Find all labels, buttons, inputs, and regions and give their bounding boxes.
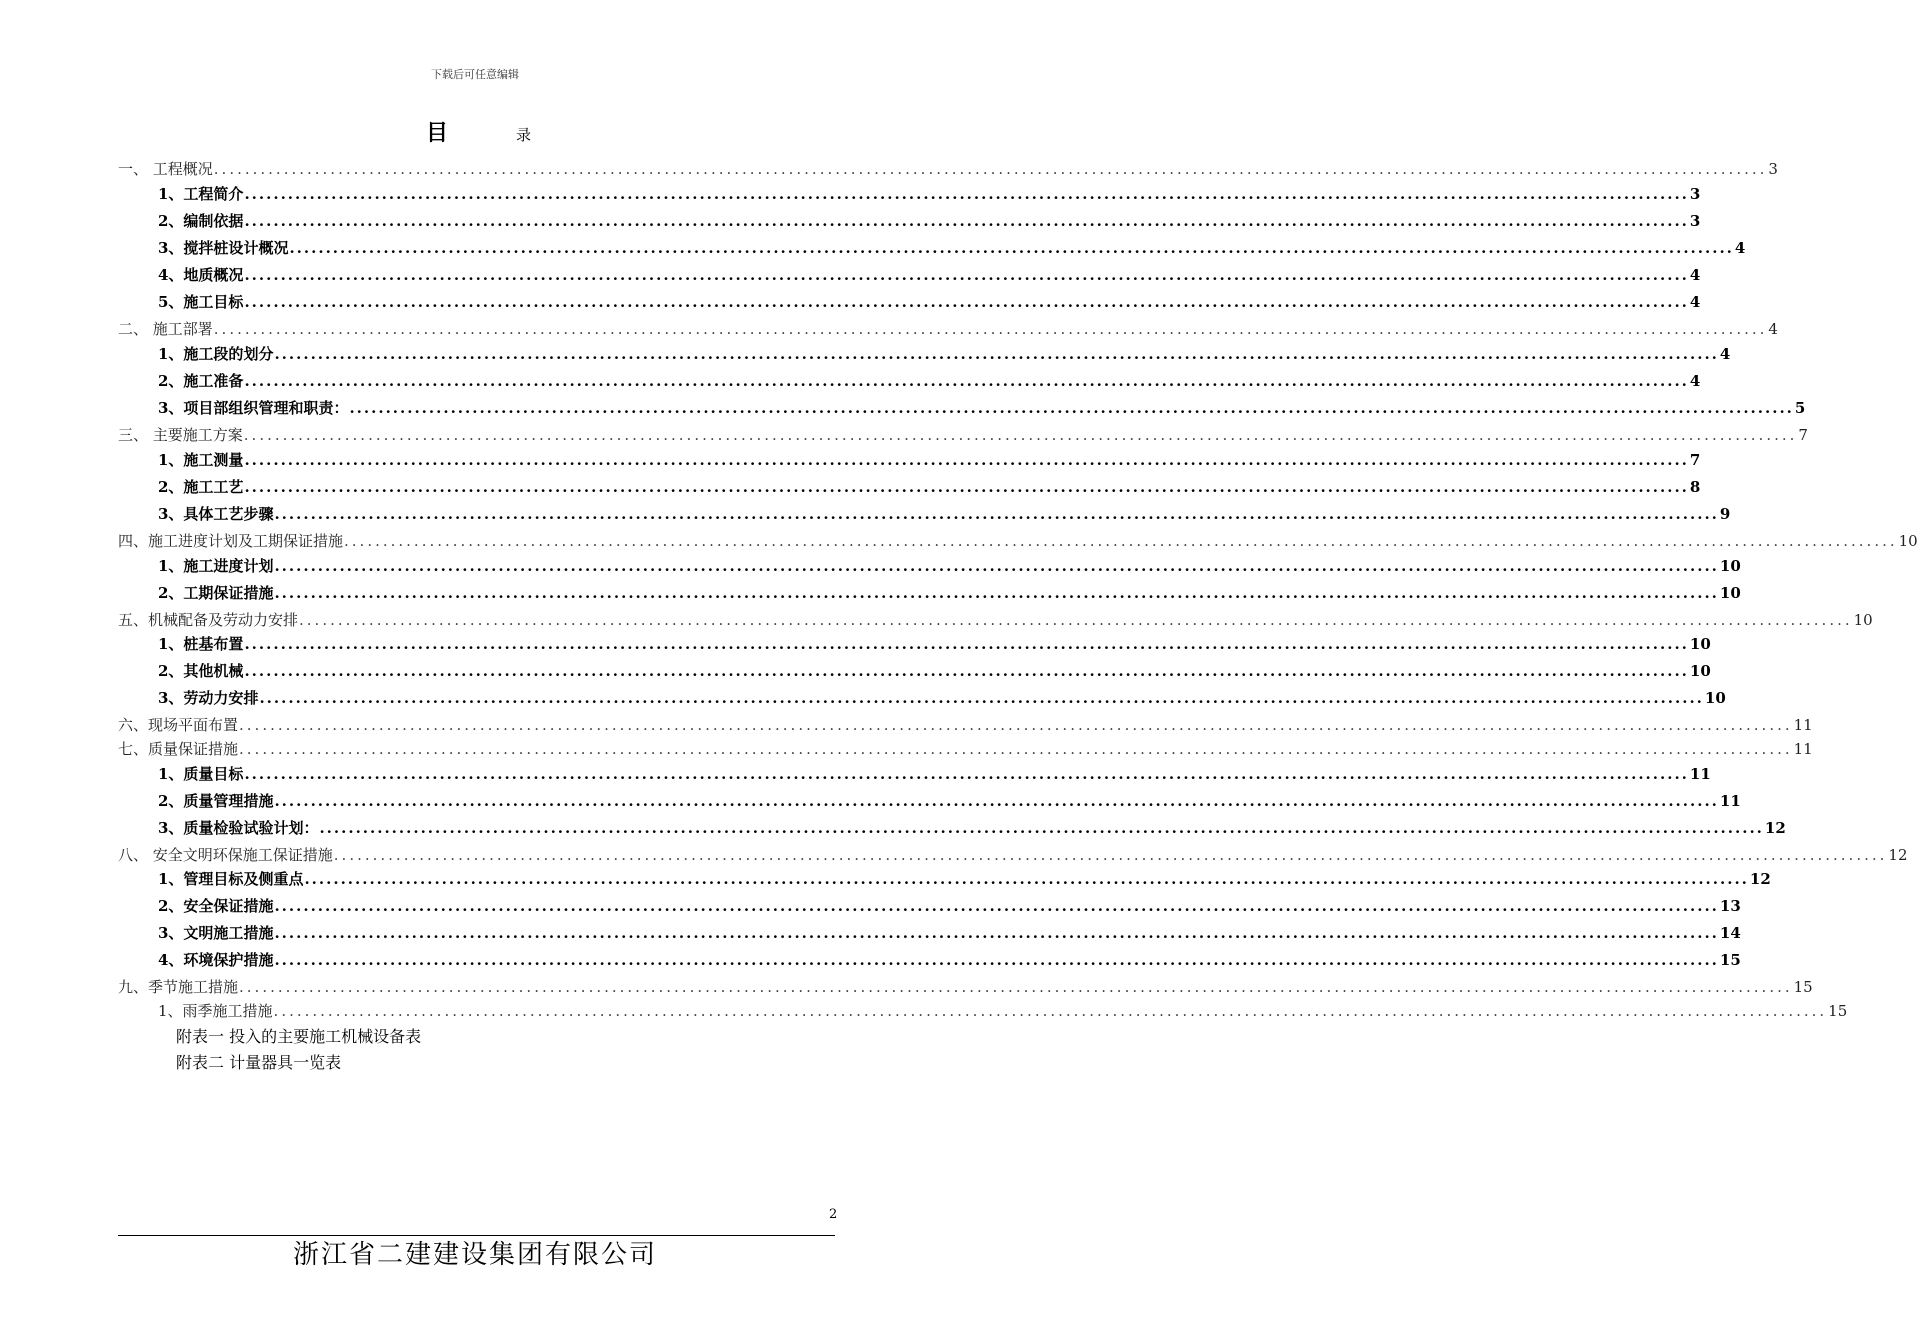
- toc-entry[interactable]: [158, 343, 1731, 364]
- toc-entry[interactable]: [158, 687, 1726, 708]
- toc-title-sub: 录: [516, 126, 532, 144]
- toc-entry[interactable]: [118, 318, 1778, 339]
- toc-entry-page: 15: [1793, 978, 1813, 996]
- toc-entry-label: 1、施工进度计划: [158, 557, 274, 575]
- toc-entry[interactable]: [158, 291, 1701, 312]
- toc-entry-label: 3、搅拌桩设计概况: [158, 239, 289, 257]
- toc-entry[interactable]: [158, 949, 1741, 970]
- toc-entry-page: 4: [1689, 266, 1701, 284]
- toc-entry-page: 5: [1794, 399, 1806, 417]
- toc-entry-page: 3: [1689, 185, 1701, 203]
- toc-leader-dots: ........................................................................................................................................................................................................: [274, 924, 1719, 942]
- toc-entry-page: 13: [1719, 897, 1741, 915]
- toc-entry[interactable]: [118, 424, 1808, 445]
- toc-entry-label: 1、管理目标及侧重点: [158, 870, 304, 888]
- toc-title: [0, 116, 950, 146]
- toc-entry[interactable]: [158, 660, 1711, 681]
- toc-entry-label: 2、编制依据: [158, 212, 244, 230]
- toc-entry-page: 7: [1689, 451, 1701, 469]
- toc-entry-label: 3、劳动力安排: [158, 689, 259, 707]
- toc-leader-dots: ........................................................................................................................................................................................................: [274, 897, 1719, 915]
- toc-entry-label: 九、季节施工措施: [118, 978, 239, 996]
- toc-entry-page: 11: [1793, 716, 1813, 734]
- header-note: 下载后可任意编辑: [431, 68, 519, 81]
- toc-entry[interactable]: [158, 370, 1701, 391]
- toc-entry[interactable]: [158, 763, 1711, 784]
- toc-entry-page: 10: [1689, 662, 1711, 680]
- toc-entry-page: 4: [1689, 293, 1701, 311]
- toc-leader-dots: ........................................................................................................................................................................................................: [213, 160, 1768, 178]
- toc-entry-label: 三、 主要施工方案: [118, 426, 243, 444]
- toc-entry-page: 4: [1734, 239, 1746, 257]
- toc-entry[interactable]: [118, 609, 1873, 630]
- footer-company: 浙江省二建建设集团有限公司: [292, 1240, 657, 1270]
- toc-leader-dots: ........................................................................................................................................................................................................: [304, 870, 1749, 888]
- toc-leader-dots: ........................................................................................................................................................................................................: [239, 716, 1793, 734]
- toc-entry-page: 15: [1719, 951, 1741, 969]
- toc-leader-dots: ........................................................................................................................................................................................................: [244, 185, 1689, 203]
- toc-leader-dots: ........................................................................................................................................................................................................: [274, 557, 1719, 575]
- toc-leader-dots: ........................................................................................................................................................................................................: [244, 372, 1689, 390]
- toc-entry-page: 10: [1719, 584, 1741, 602]
- toc-entry[interactable]: [158, 817, 1786, 838]
- toc-entry-label: 4、地质概况: [158, 266, 244, 284]
- toc-entry-page: 8: [1689, 478, 1701, 496]
- toc-leader-dots: ........................................................................................................................................................................................................: [344, 532, 1898, 550]
- toc-entry[interactable]: [158, 868, 1771, 889]
- toc-entry-label: 二、 施工部署: [118, 320, 213, 338]
- toc-entry-label: 1、雨季施工措施: [158, 1002, 273, 1020]
- toc-entry-label: 2、工期保证措施: [158, 584, 274, 602]
- toc-entry[interactable]: [158, 790, 1741, 811]
- toc-entry-label: 3、质量检验试验计划：: [158, 819, 319, 837]
- toc-entry-page: 11: [1689, 765, 1711, 783]
- toc-leader-dots: ........................................................................................................................................................................................................: [349, 399, 1794, 417]
- toc-leader-dots: ........................................................................................................................................................................................................: [259, 689, 1704, 707]
- toc-entry-page: 15: [1828, 1002, 1848, 1020]
- toc-entry[interactable]: [118, 714, 1813, 735]
- toc-entry[interactable]: [158, 503, 1731, 524]
- toc-entry[interactable]: [158, 476, 1701, 497]
- toc-entry[interactable]: [118, 530, 1918, 551]
- toc-entry-page: 10: [1853, 611, 1873, 629]
- toc-entry-page: 12: [1749, 870, 1771, 888]
- toc-leader-dots: ........................................................................................................................................................................................................: [274, 505, 1719, 523]
- toc-leader-dots: ........................................................................................................................................................................................................: [289, 239, 1734, 257]
- toc-entry-label: 2、其他机械: [158, 662, 244, 680]
- toc-entry-page: 11: [1793, 740, 1813, 758]
- toc-leader-dots: ........................................................................................................................................................................................................: [273, 1002, 1828, 1020]
- toc-entry[interactable]: [158, 555, 1741, 576]
- toc-leader-dots: ........................................................................................................................................................................................................: [274, 345, 1719, 363]
- toc-entry-label: 五、机械配备及劳动力安排: [118, 611, 299, 629]
- toc-entry-label: 四、施工进度计划及工期保证措施: [118, 532, 344, 550]
- toc-entry[interactable]: [158, 1000, 1848, 1021]
- toc-entry-page: 12: [1764, 819, 1786, 837]
- toc-leader-dots: ........................................................................................................................................................................................................: [319, 819, 1764, 837]
- toc-entry[interactable]: [118, 976, 1813, 997]
- toc-entry-label: 2、质量管理措施: [158, 792, 274, 810]
- toc-entry[interactable]: [118, 738, 1813, 759]
- toc-leader-dots: ........................................................................................................................................................................................................: [244, 478, 1689, 496]
- toc-entry-page: 11: [1719, 792, 1741, 810]
- toc-entry-page: 10: [1898, 532, 1918, 550]
- toc-leader-dots: ........................................................................................................................................................................................................: [244, 266, 1689, 284]
- toc-entry[interactable]: [118, 844, 1908, 865]
- toc-entry[interactable]: [118, 158, 1778, 179]
- toc-leader-dots: ........................................................................................................................................................................................................: [299, 611, 1853, 629]
- toc-leader-dots: ........................................................................................................................................................................................................: [274, 792, 1719, 810]
- toc-entry-label: 4、环境保护措施: [158, 951, 274, 969]
- toc-entry-page: 3: [1768, 160, 1778, 178]
- toc-leader-dots: ........................................................................................................................................................................................................: [274, 584, 1719, 602]
- toc-entry-label: 3、文明施工措施: [158, 924, 274, 942]
- toc-entry-label: 1、桩基布置: [158, 635, 244, 653]
- toc-entry-label: 3、具体工艺步骤: [158, 505, 274, 523]
- toc-entry-label: 2、安全保证措施: [158, 897, 274, 915]
- toc-entry-page: 12: [1888, 846, 1908, 864]
- toc-entry-label: 1、施工段的划分: [158, 345, 274, 363]
- toc-entry[interactable]: [158, 633, 1711, 654]
- toc-leader-dots: ........................................................................................................................................................................................................: [244, 293, 1689, 311]
- toc-leader-dots: ........................................................................................................................................................................................................: [244, 662, 1689, 680]
- toc-entry-label: 3、项目部组织管理和职责：: [158, 399, 349, 417]
- toc-leader-dots: ........................................................................................................................................................................................................: [213, 320, 1768, 338]
- toc-entry-page: 10: [1704, 689, 1726, 707]
- toc-entry-page: 9: [1719, 505, 1731, 523]
- appendix-item: 附表一 投入的主要施工机械设备表: [176, 1027, 422, 1046]
- toc-entry-page: 7: [1798, 426, 1808, 444]
- toc-leader-dots: ........................................................................................................................................................................................................: [333, 846, 1888, 864]
- toc-leader-dots: ........................................................................................................................................................................................................: [244, 765, 1689, 783]
- toc-entry-page: 10: [1689, 635, 1711, 653]
- toc-entry[interactable]: [158, 397, 1806, 418]
- toc-leader-dots: ........................................................................................................................................................................................................: [274, 951, 1719, 969]
- toc-entry-label: 1、工程简介: [158, 185, 244, 203]
- toc-leader-dots: ........................................................................................................................................................................................................: [243, 426, 1798, 444]
- toc-entry[interactable]: [158, 449, 1701, 470]
- toc-leader-dots: ........................................................................................................................................................................................................: [244, 212, 1689, 230]
- toc-entry-label: 六、现场平面布置: [118, 716, 239, 734]
- appendix-item: 附表二 计量器具一览表: [176, 1053, 342, 1072]
- toc-entry-page: 4: [1768, 320, 1778, 338]
- toc-leader-dots: ........................................................................................................................................................................................................: [244, 451, 1689, 469]
- toc-entry[interactable]: [158, 237, 1746, 258]
- toc-entry-page: 10: [1719, 557, 1741, 575]
- toc-entry[interactable]: [158, 582, 1741, 603]
- toc-entry[interactable]: [158, 264, 1701, 285]
- toc-entry-label: 八、 安全文明环保施工保证措施: [118, 846, 333, 864]
- toc-entry-label: 一、 工程概况: [118, 160, 213, 178]
- toc-leader-dots: ........................................................................................................................................................................................................: [239, 740, 1793, 758]
- toc-leader-dots: ........................................................................................................................................................................................................: [239, 978, 1793, 996]
- toc-entry-label: 七、质量保证措施: [118, 740, 239, 758]
- toc-entry[interactable]: [158, 922, 1741, 943]
- toc-entry[interactable]: [158, 210, 1701, 231]
- toc-entry-label: 1、施工测量: [158, 451, 244, 469]
- toc-entry-page: 3: [1689, 212, 1701, 230]
- toc-entry-label: 5、施工目标: [158, 293, 244, 311]
- toc-entry-page: 4: [1689, 372, 1701, 390]
- toc-entry-label: 2、施工准备: [158, 372, 244, 390]
- toc-entry-label: 1、质量目标: [158, 765, 244, 783]
- toc-entry[interactable]: [158, 895, 1741, 916]
- toc-title-main: 目: [426, 121, 449, 146]
- toc-entry-label: 2、施工工艺: [158, 478, 244, 496]
- toc-entry-page: 14: [1719, 924, 1741, 942]
- page-number: 2: [829, 1207, 838, 1222]
- toc-entry[interactable]: [158, 183, 1701, 204]
- toc-leader-dots: ........................................................................................................................................................................................................: [244, 635, 1689, 653]
- toc-entry-page: 4: [1719, 345, 1731, 363]
